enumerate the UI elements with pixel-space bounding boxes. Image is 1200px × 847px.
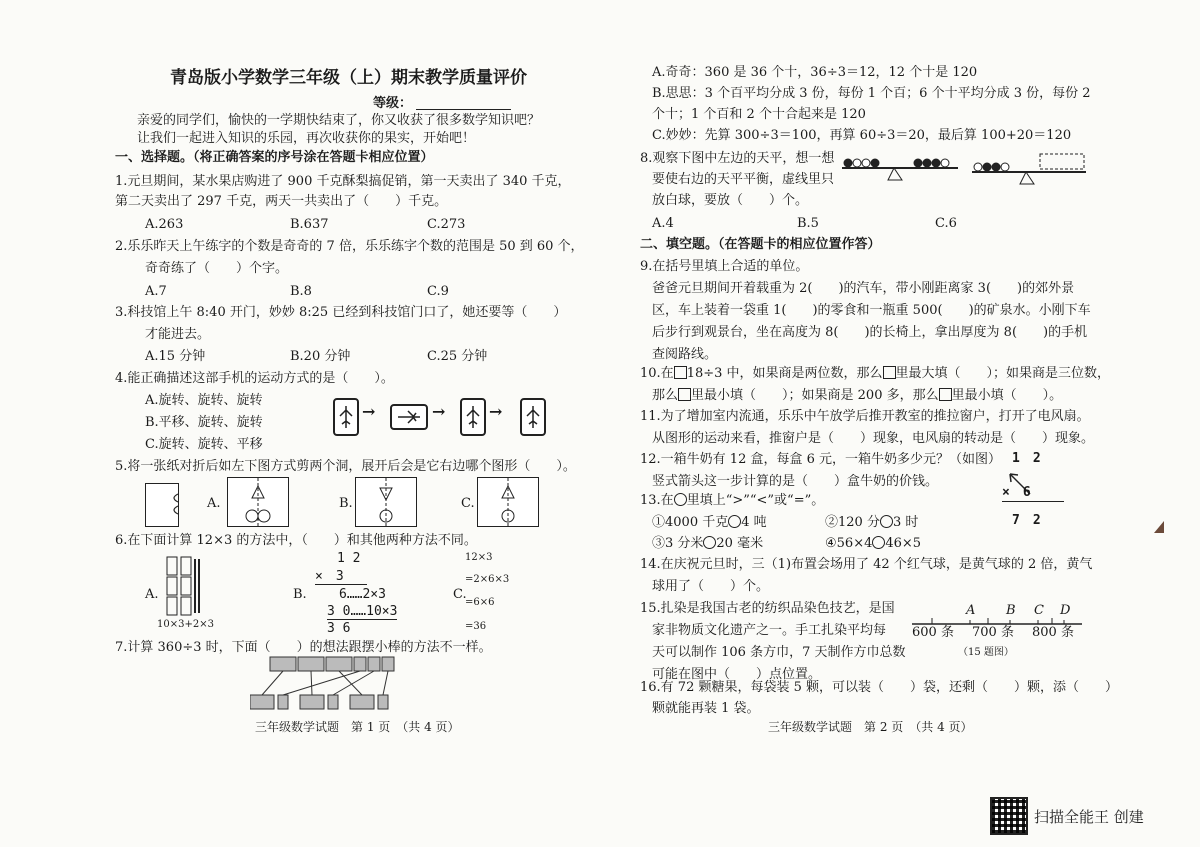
q5-option-a: A. xyxy=(207,496,221,511)
q2-option-c: C.9 xyxy=(427,284,449,299)
q13-item-2 xyxy=(825,515,918,529)
q2-option-b: B.8 xyxy=(290,284,312,299)
grade-field xyxy=(373,97,511,110)
intro-line-2: 让我们一起进入知识的乐园，再次收获你的果实，开始吧！ xyxy=(137,131,476,146)
q7-option-b-line-1: B.思思：3 个百平均分成 3 份，每份 1 个百；6 个十平均分成 3 份，每份 2 xyxy=(652,86,1091,101)
q5-line-1: 5.将一张纸对折后如左下图方式剪两个洞，展开后会是它右边哪个图形（ ）。 xyxy=(115,459,576,474)
blank-circle-icon xyxy=(703,536,716,549)
q4-option-b: B.平移、旋转、旋转 xyxy=(145,415,263,430)
q12-product: 7 2 xyxy=(1012,513,1041,528)
blank-square-icon xyxy=(674,366,687,379)
blank-circle-icon xyxy=(674,493,687,506)
scan-mark xyxy=(1154,521,1164,533)
q13-item-3 xyxy=(652,536,763,550)
folded-paper-figure xyxy=(145,483,179,527)
q15-caption: （15 题图） xyxy=(958,647,1014,658)
q6-c-line-1: 12×3 xyxy=(465,552,493,563)
blank-circle-icon xyxy=(728,515,741,528)
q15-line-4: 可能在图中（ ）点位置。 xyxy=(652,667,822,682)
bundled-sticks-figure xyxy=(163,555,203,620)
q10-part-1: 10.在 xyxy=(640,366,674,381)
section-2-heading: 二、填空题。（在答题卡的相应位置作答） xyxy=(640,237,881,252)
q3-line-2: 才能进去。 xyxy=(145,327,211,342)
q3-line-1: 3.科技馆上午 8:40 开门，妙妙 8:25 已经到科技馆门口了，她还要等（ ） xyxy=(115,305,567,320)
q15-tick-700: 700 条 xyxy=(972,625,1014,640)
q6-a-caption: 10×3+2×3 xyxy=(157,619,214,630)
qr-code-icon xyxy=(990,797,1028,835)
q6-b-top: 1 2 xyxy=(337,551,361,566)
q6-option-b: B. xyxy=(293,587,307,602)
option-a-figure xyxy=(227,477,289,527)
q8-option-a: A.4 xyxy=(652,216,674,231)
footer-page-2: 三年级数学试题 第 2 页 （共 4 页） xyxy=(768,720,973,734)
page-title: 青岛版小学数学三年级（上）期末教学质量评价 xyxy=(170,68,527,88)
blank-circle-icon xyxy=(872,536,885,549)
q9-line-3: 区，车上装着一袋重 1( )的零食和一瓶重 500( )的矿泉水。小刚下车 xyxy=(652,303,1091,318)
q8-line-2: 要使右边的天平平衡，虚线里只 xyxy=(652,172,835,187)
q8-line-1: 8.观察下图中左边的天平，想一想 xyxy=(640,151,835,166)
q15-tick-600: 600 条 xyxy=(912,625,954,640)
blank-square-icon xyxy=(883,366,896,379)
q6-c-line-4: =36 xyxy=(465,621,487,632)
q6-b-row-1: 6……2×3 xyxy=(339,587,386,602)
q1-line-1: 1.元旦期间，某水果店购进了 900 千克酥梨搞促销，第一天卖出了 340 千克， xyxy=(115,174,571,189)
q15-point-c: C xyxy=(1034,603,1044,618)
q9-line-1: 9.在括号里填上合适的单位。 xyxy=(640,259,809,274)
q13-item-1 xyxy=(652,515,767,529)
q9-line-4: 后步行到观景台，坐在高度为 8( )的长椅上，拿出厚度为 8( )的手机 xyxy=(652,325,1088,340)
q8-option-b: B.5 xyxy=(797,216,819,231)
q6-option-a: A. xyxy=(145,587,159,602)
q10-part-6: 里最小填（ ）。 xyxy=(951,388,1063,403)
q15-point-d: D xyxy=(1060,603,1071,618)
blank-square-icon xyxy=(678,388,691,401)
q13-part-2: 里填上“>”“<”或“=”。 xyxy=(686,493,825,508)
q13-part-1: 13.在 xyxy=(640,493,674,508)
q11-line-1: 11.为了增加室内流通，乐乐中午放学后推开教室的推拉窗户，打开了电风扇。 xyxy=(640,409,1090,424)
q10-line-1 xyxy=(640,366,1110,380)
q1-option-b: B.637 xyxy=(290,217,329,232)
q10-part-5: 里最小填（ ）；如果商是 200 多，那么 xyxy=(691,388,939,403)
intro-line-1: 亲爱的同学们，愉快的一学期快结束了，你又收获了很多数学知识吧？ xyxy=(137,113,541,128)
balance-scales-figure xyxy=(840,152,1088,195)
q6-line-1: 6.在下面计算 12×3 的方法中，（ ）和其他两种方法不同。 xyxy=(115,533,477,548)
blank-circle-icon xyxy=(880,515,893,528)
q6-c-line-2: =2×6×3 xyxy=(465,574,510,585)
blank-square-icon xyxy=(939,388,952,401)
q4-option-a: A.旋转、旋转、旋转 xyxy=(145,393,263,408)
q1-option-c: C.273 xyxy=(427,217,466,232)
q6-b-row-2: 3 0……10×3 xyxy=(327,604,398,619)
q16-line-1: 16.有 72 颗糖果，每袋装 5 颗，可以装（ ）袋，还剩（ ）颗，添（ ） xyxy=(640,680,1119,695)
q7-option-a: A.奇奇：360 是 36 个十，36÷3＝12，12 个十是 120 xyxy=(652,65,978,80)
q6-b-sum: 3 6 xyxy=(327,621,351,636)
q13-item-4-left: ④56×4 xyxy=(825,536,873,551)
q6-option-c: C. xyxy=(453,587,467,602)
phone-upright-icon xyxy=(520,398,546,436)
q9-line-2: 爸爸元旦期间开着载重为 2( )的汽车，带小刚距离家 3( )的郊外景 xyxy=(652,281,1075,296)
q3-option-a: A.15 分钟 xyxy=(145,349,206,364)
q15-point-a: A xyxy=(966,603,976,618)
q1-option-a: A.263 xyxy=(145,217,184,232)
q9-line-5: 查阅路线。 xyxy=(652,347,718,362)
q15-line-3: 天可以制作 106 条方巾，7 天制作方巾总数 xyxy=(652,645,906,660)
arrow-right-icon: → xyxy=(489,402,503,421)
grade-blank xyxy=(416,97,511,110)
q13-item-4 xyxy=(825,536,921,550)
arrow-right-icon: → xyxy=(432,402,446,421)
q13-item-1-right: 4 吨 xyxy=(741,515,767,530)
q10-part-4: 那么 xyxy=(652,388,679,403)
grade-label: 等级： xyxy=(373,96,413,111)
stick-bundles-figure xyxy=(250,655,420,716)
q13-line-1 xyxy=(640,493,824,507)
q11-line-2: 从图形的运动来看，推窗户是（ ）现象，电风扇的转动是（ ）现象。 xyxy=(652,431,1095,446)
q12-line-2: 竖式箭头这一步计算的是（ ）盒牛奶的价钱。 xyxy=(652,474,939,489)
footer-page-1: 三年级数学试题 第 1 页 （共 4 页） xyxy=(255,720,460,734)
q7-line-1: 7.计算 360÷3 时，下面（ ）的想法跟摆小棒的方法不一样。 xyxy=(115,640,492,655)
q15-tick-800: 800 条 xyxy=(1032,625,1074,640)
q15-line-1: 15.扎染是我国古老的纺织品染色技艺，是国 xyxy=(640,601,895,616)
q5-option-c: C. xyxy=(461,496,475,511)
q13-item-3-right: 20 毫米 xyxy=(716,536,764,551)
section-1-heading: 一、选择题。（将正确答案的序号涂在答题卡相应位置） xyxy=(115,150,434,165)
option-b-figure xyxy=(355,477,417,527)
q2-option-a: A.7 xyxy=(145,284,167,299)
q4-line-1: 4.能正确描述这部手机的运动方式的是（ ）。 xyxy=(115,371,394,386)
q12-line-1: 12.一箱牛奶有 12 盒，每盒 6 元，一箱牛奶多少元？（如图） xyxy=(640,452,1002,467)
phone-upright-icon xyxy=(333,398,359,436)
q13-item-2-left: ②120 分 xyxy=(825,515,880,530)
q10-part-2: 18÷3 中，如果商是两位数，那么 xyxy=(686,366,883,381)
q13-item-4-right: 46×5 xyxy=(885,536,922,551)
q5-option-b: B. xyxy=(339,496,353,511)
q10-part-3: 里最大填（ ）；如果商是三位数， xyxy=(895,366,1111,381)
phone-rotated-icon xyxy=(390,404,428,430)
q8-line-3: 放白球，要放（ ）个。 xyxy=(652,193,809,208)
q16-line-2: 颗就能再装 1 袋。 xyxy=(652,701,760,716)
arrow-right-icon: → xyxy=(362,402,376,421)
q1-line-2: 第二天卖出了 297 千克，两天一共卖出了（ ）千克。 xyxy=(115,194,448,209)
q13-item-3-left: ③3 分米 xyxy=(652,536,704,551)
q12-multiplicand: 1 2 xyxy=(1012,451,1041,466)
q7-option-c: C.妙妙：先算 300÷3＝100，再算 60÷3＝20，最后算 100+20＝120 xyxy=(652,128,1072,143)
q6-c-line-3: =6×6 xyxy=(465,597,495,608)
q13-item-1-left: ①4000 千克 xyxy=(652,515,729,530)
q4-option-c: C.旋转、旋转、平移 xyxy=(145,437,263,452)
q12-multiplier: × 6 xyxy=(1002,486,1064,502)
q13-item-2-right: 3 时 xyxy=(892,515,919,530)
scanner-watermark xyxy=(990,797,1144,835)
q10-line-2 xyxy=(652,388,1062,402)
q2-line-1: 2.乐乐昨天上午练字的个数是奇奇的 7 倍，乐乐练字个数的范围是 50 到 60 个， xyxy=(115,239,584,254)
q15-point-b: B xyxy=(1006,603,1016,618)
watermark-text: 扫描全能王 创建 xyxy=(1034,807,1144,826)
phone-upright-icon xyxy=(460,398,486,436)
q14-line-2: 球用了（ ）个。 xyxy=(652,579,770,594)
q2-line-2: 奇奇练了（ ）个字。 xyxy=(145,261,289,276)
q3-option-c: C.25 分钟 xyxy=(427,349,488,364)
q3-option-b: B.20 分钟 xyxy=(290,349,351,364)
q7-option-b-line-2: 个十；1 个百和 2 个十合起来是 120 xyxy=(652,107,866,122)
q15-line-2: 家非物质文化遗产之一。手工扎染平均每 xyxy=(652,623,887,638)
q8-option-c: C.6 xyxy=(935,216,957,231)
option-c-figure xyxy=(477,477,539,527)
q6-b-multiplier: × 3 xyxy=(315,570,367,585)
q14-line-1: 14.在庆祝元旦时，三（1)布置会场用了 42 个红气球，是黄气球的 2 倍，黄气 xyxy=(640,557,1093,572)
